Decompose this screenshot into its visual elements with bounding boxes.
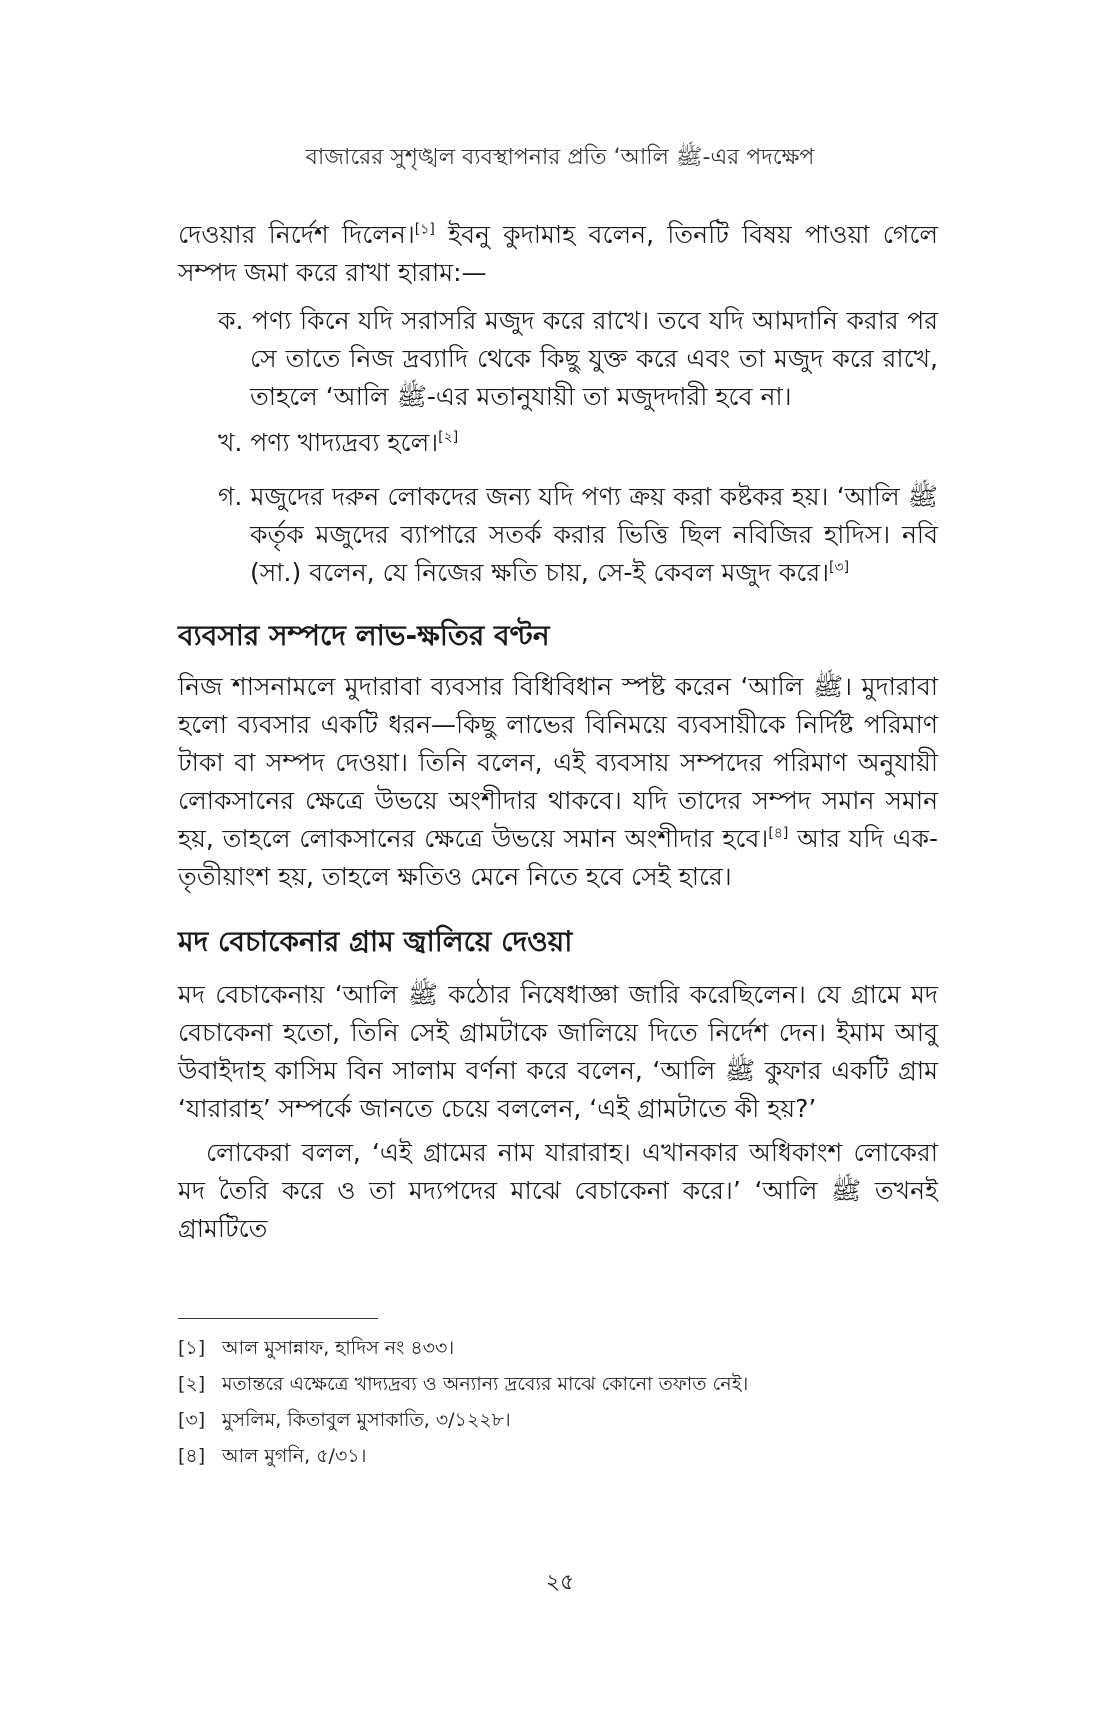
footnote-number: [২] bbox=[178, 1373, 206, 1395]
list-item bbox=[218, 478, 938, 592]
list-marker: গ. bbox=[218, 482, 243, 511]
section-heading: মদ বেচাকেনার গ্রাম জ্বালিয়ে দেওয়া bbox=[178, 925, 573, 958]
list-item bbox=[218, 424, 938, 462]
section-paragraph: লোকেরা বলল, ‘এই গ্রামের নাম যারারাহ। এখানকার অধিকাংশ লোকেরা মদ তৈরি করে ও তা মদ্যপদের মাঝে বেচাকেনা করে।’ ‘আলি ﷺ তখনই গ্রামটিতে bbox=[178, 1138, 938, 1243]
section-paragraph: মদ বেচাকেনায় ‘আলি ﷺ কঠোর নিষেধাজ্ঞা জারি করেছিলেন। যে গ্রামে মদ বেচাকেনা হতো, তিনি সেই গ্রামটাকে জালিয়ে দিতে নির্দেশ দেন। ইমাম আবু উবাইদাহ কাসিম বিন সালাম বর্ণনা করে বলেন, ‘আলি ﷺ কুফার একটি গ্রাম ‘যারারাহ’ সম্পর্কে জানতে চেয়ে বললেন, ‘এই গ্রামটাতে কী হয়?’ bbox=[178, 980, 938, 1123]
list-marker: ক. bbox=[218, 306, 244, 335]
paragraph-text: নিজ শাসনামলে মুদারাবা ব্যবসার বিধিবিধান স্পষ্ট করেন ‘আলি ﷺ। মুদারাবা হলো ব্যবসার একটি ধরন—কিছু লাভের বিনিময়ে ব্যবসায়ীকে নির্দিষ্ট পরিমাণ টাকা বা সম্পদ দেওয়া। তিনি বলেন, এই ব্যবসায় সম্পদের পরিমাণ অনুযায়ী লোকসানের ক্ষেত্রে উভয়ে অংশীদার থাকবে। যদি তাদের সম্পদ সমান সমান হয়, তাহলে লোকসানের ক্ষেত্রে উভয়ে সমান অংশীদার হবে। bbox=[178, 672, 939, 853]
footnote-text: আল মুগনি, ৫/৩১। bbox=[222, 1445, 367, 1467]
intro-paragraph bbox=[178, 216, 938, 292]
footnote-number: [৪] bbox=[178, 1445, 206, 1467]
list-item-text: মজুদের দরুন লোকদের জন্য যদি পণ্য ক্রয় করা কষ্টকর হয়। ‘আলি ﷺ কর্তৃক মজুদের ব্যাপারে সতর্ক করার ভিত্তি ছিল নবিজির হাদিস। নবি (সা.) বলেন, যে নিজের ক্ষতি চায়, সে-ই কেবল মজুদ করে। bbox=[250, 482, 938, 587]
footnote-text: মতান্তরে এক্ষেত্রে খাদ্যদ্রব্য ও অন্যান্য দ্রব্যের মাঝে কোনো তফাত নেই। bbox=[222, 1373, 749, 1395]
footnote-text: আল মুসান্নাফ, হাদিস নং ৪৩৩। bbox=[222, 1337, 455, 1359]
intro-text: দেওয়ার নির্দেশ দিলেন। bbox=[178, 220, 415, 249]
footnote-ref-4[interactable]: [৪] bbox=[768, 825, 789, 842]
footnote bbox=[178, 1370, 938, 1398]
running-head: বাজারের সুশৃঙ্খল ব্যবস্থাপনার প্রতি ‘আলি ﷺ-এর পদক্ষেপ bbox=[305, 145, 815, 170]
footnote-number: [১] bbox=[178, 1337, 206, 1359]
footnote-ref-2[interactable]: [২] bbox=[438, 429, 459, 446]
footnote-text: মুসলিম, কিতাবুল মুসাকাতি, ৩/১২২৮। bbox=[222, 1409, 511, 1431]
section-heading: ব্যবসার সম্পদে লাভ-ক্ষতির বণ্টন bbox=[178, 619, 550, 652]
footnote-ref-3[interactable]: [৩] bbox=[829, 559, 850, 576]
paragraph-text-continued: আর যদি এক-তৃতীয়াংশ হয়, তাহলে ক্ষতিও মেনে নিতে হবে সেই হারে। bbox=[178, 824, 938, 891]
footnote bbox=[178, 1406, 938, 1434]
list-item-text: পণ্য খাদ্যদ্রব্য হলে। bbox=[250, 428, 439, 457]
section-paragraph bbox=[178, 668, 938, 896]
footnote-number: [৩] bbox=[178, 1409, 206, 1431]
list-item-text: পণ্য কিনে যদি সরাসরি মজুদ করে রাখে। তবে যদি আমদানি করার পর সে তাতে নিজ দ্রব্যাদি থেকে কিছু যুক্ত করে এবং তা মজুদ করে রাখে, তাহলে ‘আলি ﷺ-এর মতানুযায়ী তা মজুদদারী হবে না। bbox=[250, 306, 938, 411]
intro-text-continued: ইবনু কুদামাহ বলেন, তিনটি বিষয় পাওয়া গেলে সম্পদ জমা করে রাখা হারাম:— bbox=[178, 220, 939, 287]
footnote bbox=[178, 1334, 938, 1362]
list-marker: খ. bbox=[218, 428, 243, 457]
list-item bbox=[218, 302, 938, 416]
footnote bbox=[178, 1442, 938, 1470]
page-number: ২৫ bbox=[545, 1570, 575, 1595]
footnote-divider bbox=[178, 1318, 378, 1319]
footnote-ref-1[interactable]: [১] bbox=[414, 221, 435, 238]
